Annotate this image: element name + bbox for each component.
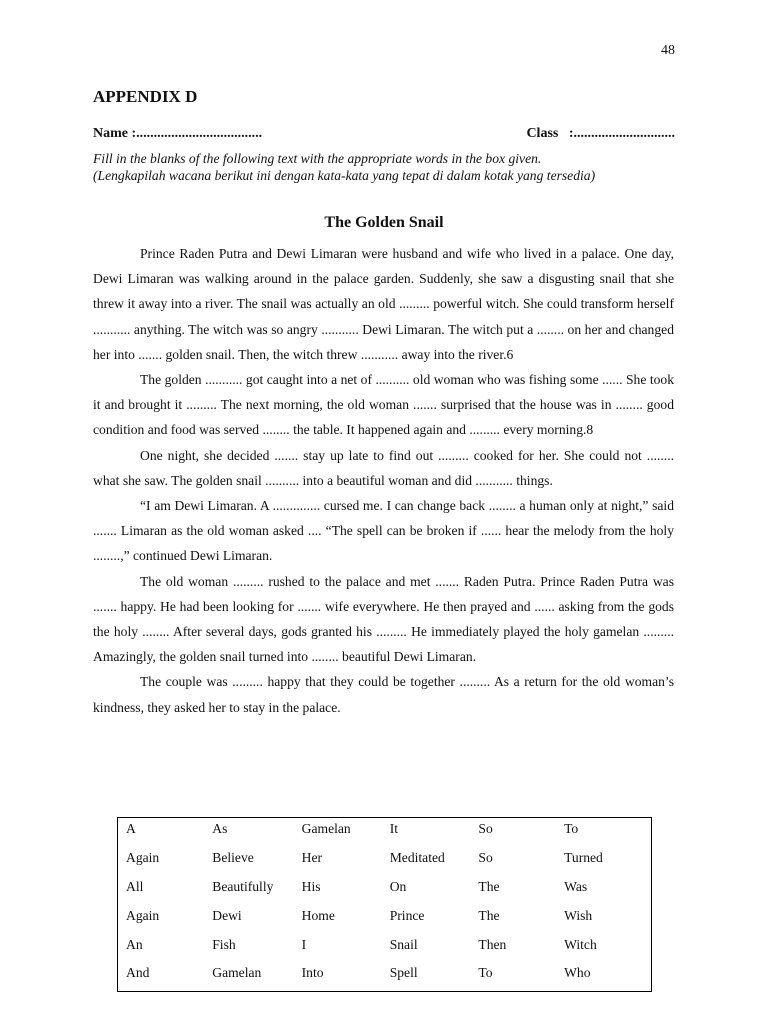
word-cell: Home xyxy=(301,907,335,923)
word-cell: I xyxy=(301,936,307,952)
word-row xyxy=(126,908,651,937)
word-cell: Prince xyxy=(389,907,425,923)
word-cell: Witch xyxy=(564,936,597,952)
word-row xyxy=(126,937,651,966)
word-cell: It xyxy=(389,821,399,836)
story-paragraph: “I am Dewi Limaran. A .............. cursed me. I can change back ........ a human only at night,” said ....... Limaran as the old woman asked .... “The spell can be broken if ...... hear the melody from the holy ........,” continued Dewi Limaran. xyxy=(93,498,674,564)
story-body xyxy=(93,241,674,720)
word-cell: Gamelan xyxy=(212,965,262,981)
word-cell: Beautifully xyxy=(212,878,274,894)
word-table xyxy=(126,821,651,994)
word-cell: All xyxy=(126,878,144,894)
word-cell: So xyxy=(478,821,493,836)
story-paragraph: One night, she decided ....... stay up late to find out ......... cooked for her. She could not ........ what she saw. The golden snail .......... into a beautiful woman and did ........... things. xyxy=(93,447,674,488)
word-cell: Turned xyxy=(564,849,603,865)
story-paragraph: The golden ........... got caught into a net of .......... old woman who was fishing some ...... She took it and brought it ......... The next morning, the old woman ....... surprised that the house was in ........ good condition and food was served ........ the table. It happened again and ......... every morning.8 xyxy=(93,372,674,438)
word-cell: So xyxy=(478,849,493,865)
story-paragraph: Prince Raden Putra and Dewi Limaran were husband and wife who lived in a palace. One day, Dewi Limaran was walking around in the palace garden. Suddenly, she saw a disgusting snail that she threw it away into a river. The snail was actually an old ......... powerful witch. She could transform herself ........... anything. The witch was so angry ........... Dewi Limaran. The witch put a ........ on her and changed her into ....... golden snail. Then, the witch threw ........... away into the river.6 xyxy=(93,246,674,362)
word-cell: An xyxy=(126,936,143,952)
word-cell: Snail xyxy=(389,936,418,952)
word-cell: The xyxy=(478,907,500,923)
word-cell: Gamelan xyxy=(301,821,351,836)
word-row xyxy=(126,879,651,908)
word-cell: Then xyxy=(478,936,507,952)
word-box xyxy=(117,817,652,992)
word-cell: And xyxy=(126,965,150,981)
word-cell: Who xyxy=(564,965,591,981)
word-cell: Fish xyxy=(212,936,236,952)
word-cell: The xyxy=(478,878,500,894)
instructions-english: Fill in the blanks of the following text with the appropriate words in the box given. xyxy=(93,151,542,166)
story-paragraph: The couple was ......... happy that they could be together ......... As a return for the old woman’s kindness, they asked her to stay in the palace. xyxy=(93,674,674,715)
word-row xyxy=(126,850,651,879)
word-row xyxy=(126,821,651,850)
word-cell: Again xyxy=(126,907,160,923)
word-cell: Dewi xyxy=(212,907,242,923)
instructions xyxy=(93,150,683,184)
word-cell: Wish xyxy=(564,907,593,923)
word-cell: Was xyxy=(564,878,588,894)
class-field: Class :............................. xyxy=(526,126,675,141)
word-cell: Her xyxy=(301,849,323,865)
word-cell: To xyxy=(564,821,579,836)
word-cell: To xyxy=(478,965,493,981)
word-cell: A xyxy=(126,821,136,836)
word-cell: Into xyxy=(301,965,324,981)
name-field: Name :.................................... xyxy=(93,126,263,141)
word-cell: Spell xyxy=(389,965,418,981)
word-cell: His xyxy=(301,878,321,894)
word-cell: Again xyxy=(126,849,160,865)
word-cell: Meditated xyxy=(389,849,445,865)
word-row xyxy=(126,965,651,994)
page-number: 48 xyxy=(661,43,675,58)
appendix-title: APPENDIX D xyxy=(93,87,198,106)
story-paragraph: The old woman ......... rushed to the palace and met ....... Raden Putra. Prince Raden Putra was ....... happy. He had been looking for ....... wife everywhere. He then prayed and ...... asking from the gods the holy ........ After several days, gods granted his ......... He immediately played the holy gamelan ......... Amazingly, the golden snail turned into ........ beautiful Dewi Limaran. xyxy=(93,573,674,665)
instructions-indonesian: (Lengkapilah wacana berikut ini dengan kata-kata yang tepat di dalam kotak yang tersedia) xyxy=(93,168,596,183)
story-title: The Golden Snail xyxy=(324,214,444,231)
word-cell: As xyxy=(212,821,228,836)
word-cell: On xyxy=(389,878,407,894)
word-cell: Believe xyxy=(212,849,254,865)
